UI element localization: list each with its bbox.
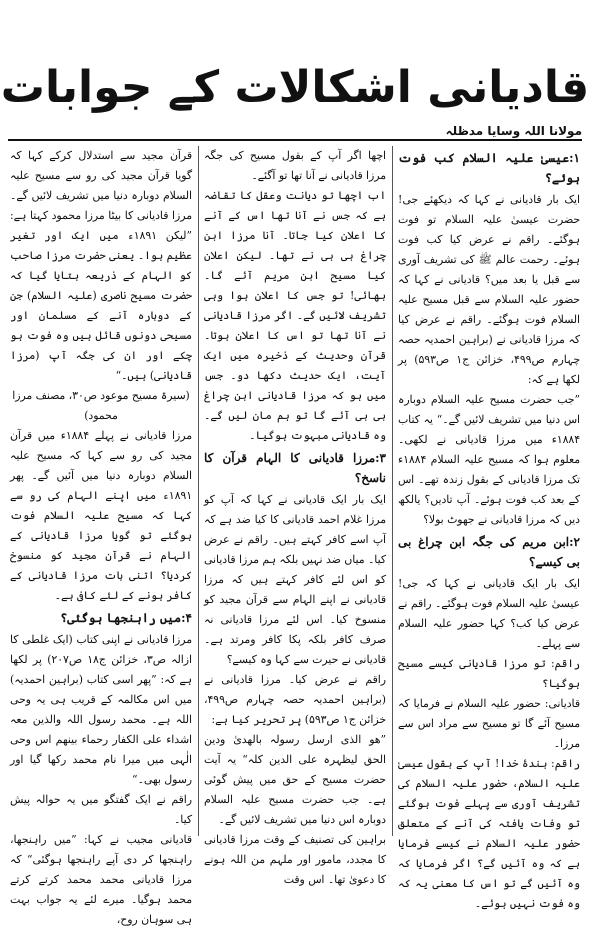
section-heading: ۳:مرزا قادیانی کا الہام قرآن کا ناسخ؟: [204, 451, 386, 485]
paragraph: قادیانی مجیب نے کہا: ”میں راہنجھا، راہنجھا کر دی آپے راہنجھا ہوگئی“ کہ مرزا قادیانی محمد محمد کرتے کرتے محمد ہوگیا۔ میرے لئے یہ جواب بہت ہی سوہان روح،: [10, 833, 192, 926]
article-title: قادیانی اشکالات کے جوابات: [0, 62, 590, 113]
paragraph: ایک بار ایک قادیانی نے کہا کہ جی! عیسیٰ علیہ السلام فوت ہوگئے۔ راقم نے عرض کیا کب؟ کہا حضور علیہ السلام سے پہلے۔: [398, 577, 580, 650]
citation: (سیرۃ مسیح موعود ص۳۰، مصنف مرزا محمود): [12, 389, 190, 422]
paragraph: قادیانی: حضور علیہ السلام نے فرمایا کہ مسیح آئے گا تو مسیح سے مراد اس سے مرزا۔: [398, 697, 580, 750]
paragraph: قرآن مجید سے استدلال کرکے کہا کہ گویا قرآن مجید کی رو سے مسیح علیہ السلام دوبارہ دنیا میں تشریف لائیں گے۔ مرزا قادیانی کا بیٹا مرزا محمود کہتا ہے: ”لیکن ۱۸۹۱ء میں ایک اور تغیر عظیم ہوا۔ یعنی حضرت مرزا صاحب کو الہام کے ذریعہ بتایا گیا کہ حضرت مسیح ناصری (علیہ السلام) جن کے دوبارہ آنے کے مسلمان اور مسیحی دونوں قائل ہیں وہ فوت ہو چکے اور ان کی جگہ آپ (مرزا قادیانی) ہیں۔“: [10, 149, 192, 382]
column-divider: [392, 146, 393, 836]
paragraph: ”ھو الذی ارسل رسولہ بالھدیٰ ودین الحق لیظہرہ علی الدین کلہ“ یہ آیت حضرت مسیح کے حق میں پیش گوئی ہے۔ جب حضرت مسیح علیہ السلام دوبارہ اس دنیا میں تشریف لائیں گے۔: [204, 733, 386, 826]
paragraph: مرزا قادیانی نے پہلے ۱۸۸۴ء میں قرآن مجید کی رو سے کہا کہ مسیح علیہ السلام دوبارہ دنیا میں آئیں گے۔ پھر ۱۸۹۱ء میں اپنے الہام کی رو سے کہا کہ مسیح علیہ السلام فوت ہوگئے تو گویا مرزا قادیانی کے الہام نے قرآن مجید کو منسوخ کردیا؟ اتنی بات مرزا قادیانی کے کافر ہونے کے لئے کافی ہے۔: [10, 429, 192, 602]
column-right: [398, 146, 580, 910]
paragraph: ایک بار ایک قادیانی نے کہا کہ آپ کو مرزا غلام احمد قادیانی کا کیا ضد ہے کہ آپ اسے کافر کہتے ہیں۔ راقم نے عرض کیا۔ میاں ضد نہیں بلکہ ہم مرزا قادیانی کو اس لئے کافر کہتے ہیں کہ مرزا قادیانی نے اپنے الہام سے قرآن مجید کو منسوخ کیا۔ اس لئے مرزا قادیانی نہ صرف کافر بلکہ پکا کافر ومرتد ہے۔ قادیانی نے حیرت سے کہا وہ کیسے؟: [204, 493, 386, 666]
paragraph: راقم نے ایک گفتگو میں یہ حوالہ پیش کیا۔: [10, 793, 192, 826]
paragraph: اب اچھا تو دیانت وعقل کا تقاضہ ہے کہ جس نے آنا تھا اس کے آنے کا اعلان کیا جاتا۔ آنا مرزا ابن چراغ بی بی نے تھا۔ لیکن اعلان کیا مسیح ابن مریم آئے گا۔ بھائی! تو جس کا اعلان ہوا وہی تشریف لائیں گے۔ اگر مرزا قادیانی نے آنا تھا تو اس کا اعلان ہوتا۔ قرآن وحدیث کے ذخیرہ میں ایک آیت، ایک حدیث دکھا دو۔ جس میں ہو کہ مرزا قادیانی ابن چراغ بی بی آئے گا تو ہم مان لیں گے۔ وہ قادیانی مبہوت ہوگیا۔: [204, 189, 386, 442]
paragraph: اچھا اگر آپ کے بقول مسیح کی جگہ مرزا قادیانی نے آنا تھا تو آگئے۔: [204, 149, 386, 182]
title-divider: [8, 139, 582, 141]
column-middle: [204, 146, 386, 886]
paragraph: براہین کی تصنیف کے وقت مرزا قادیانی کا مجدد، مامور اور ملہم من اللہ ہونے کا دعویٰ تھا۔ اس وقت: [204, 833, 386, 886]
author-name: مولانا اللہ وسایا مدظلہ: [445, 124, 582, 138]
section-heading: ۲:ابن مریم کی جگہ ابن چراغ بی بی کیسے؟: [398, 535, 580, 569]
paragraph: راقم نے عرض کیا۔ مرزا قادیانی نے (براہین احمدیہ حصہ چہارم ص۴۹۹، خزائن ج۱ ص۵۹۳) پر تحریر کیا ہے:: [204, 673, 386, 726]
column-left: [10, 146, 192, 926]
paragraph: ”جب حضرت مسیح علیہ السلام دوبارہ اس دنیا میں تشریف لائیں گے۔“ یہ کتاب ۱۸۸۴ء میں مرزا قادیانی نے لکھی۔ معلوم ہوا کہ مسیح علیہ السلام ۱۸۸۴ء تک مرزا قادیانی کے بقول زندہ تھے۔ اس کے بعد کب فوت ہوئے۔ آپ تادیں؟ یالکھ دیں کہ مرزا قادیانی نے جھوٹ بولا؟: [398, 393, 580, 526]
section-heading: ۱:عیسیٰ علیہ السلام کب فوت ہوئے؟: [398, 151, 580, 185]
paragraph: راقم: تو مرزا قادیانی کیسے مسیح ہوگیا؟: [398, 657, 580, 690]
column-divider: [198, 146, 199, 836]
section-heading: ۴:میں راہنجھا ہوگئی؟: [60, 611, 192, 625]
paragraph: مرزا قادیانی نے اپنی کتاب (ایک غلطی کا ازالہ ص۳، خزائن ج۱۸ ص۲۰۷) پر لکھا ہے کہ: ”پھر اسی کتاب (براہین احمدیہ) میں اس مکالمہ کے قریب ہی یہ وحی اللہ ہے۔ محمد رسول اللہ والذین معہ اشداء علی الکفار رحماء بینھم اس وحی الٰہی میں میرا نام محمد رکھا گیا اور رسول بھی۔“: [10, 633, 192, 786]
paragraph: راقم: بندۂ خدا! آپ کے بقول عیسیٰ علیہ السلام، حضور علیہ السلام کی تشریف آوری سے پہلے فوت ہوگئے تو وفات یافتہ کی آنے کے متعلق حضور علیہ السلام نے کیسے فرمایا ہے کہ وہ آئیں گے؟ اگر فرمایا کہ وہ آئیں گے تو اس کا معنی یہ کہ وہ فوت نہیں ہوئے۔: [398, 757, 580, 910]
paragraph: ایک بار قادیانی نے کہا کہ دیکھئے جی! حضرت عیسیٰ علیہ السلام تو فوت ہوگئے۔ راقم نے عرض کیا کب فوت ہوئے۔ رحمت عالم ﷺ کی تشریف آوری سے قبل یا بعد میں؟ قادیانی نے کہا کہ حضور علیہ السلام سے قبل مسیح علیہ السلام فوت ہوگئے۔ راقم نے عرض کیا کہ مرزا قادیانی نے (براہین احمدیہ حصہ چہارم ص۴۹۹، خزائن ج۱ ص۵۹۳) پر لکھا ہے کہ:: [398, 193, 580, 386]
